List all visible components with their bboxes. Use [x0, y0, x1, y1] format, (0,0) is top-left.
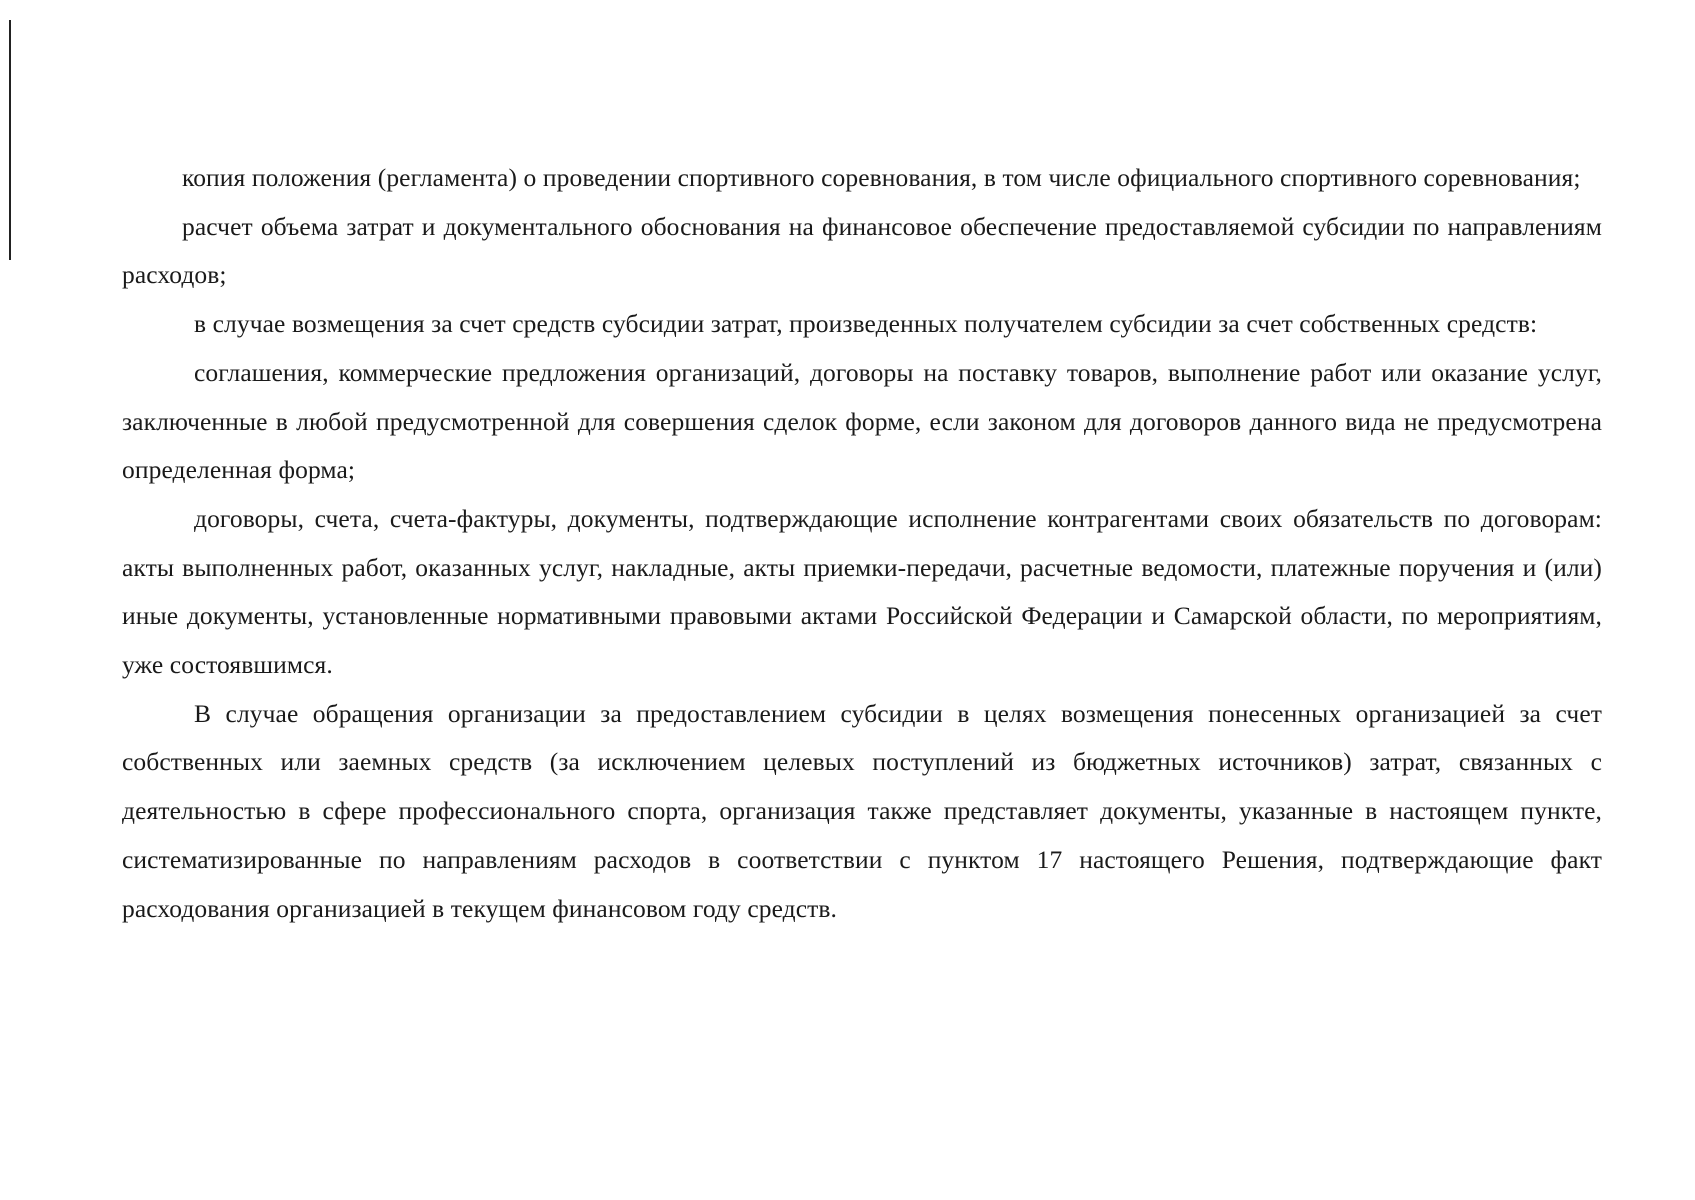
- document-body: [122, 154, 1602, 933]
- paragraph-reimbursement-case: в случае возмещения за счет средств субсидии затрат, произведенных получателем субсидии за счет собственных средств:: [194, 309, 1538, 339]
- scan-margin-line: [9, 20, 11, 260]
- paragraph-regulation-copy: копия положения (регламента) о проведении спортивного соревнования, в том числе официального спортивного соревнования;: [182, 163, 1581, 192]
- paragraph-professional-sport: В случае обращения организации за предоставлением субсидии в целях возмещения понесенных организацией за счет собственных или заемных средств (за исключением целевых поступлений из бюджетных источников) затрат, связанных с деятельностью в сфере профессионального спорта, организация также представляет документы, указанные в настоящем пункте, систематизированные по направлениям расходов в соответствии с пунктом 17 настоящего Решения, подтверждающие факт расходования организацией в текущем финансовом году средств.: [122, 698, 1602, 923]
- paragraph-contracts-invoices: договоры, счета, счета-фактуры, документы, подтверждающие исполнение контрагентами своих обязательств по договорам: акты выполненных работ, оказанных услуг, накладные, акты приемки-передачи, расчетные ведомости, платежные поручения и (или) иные документы, установленные нормативными правовыми актами Российской Федерации и Самарской области, по мероприятиям, уже состоявшимся.: [122, 503, 1602, 680]
- paragraph-agreements: соглашения, коммерческие предложения организаций, договоры на поставку товаров, выполнение работ или оказание услуг, заключенные в любой предусмотренной для совершения сделок форме, если законом для договоров данного вида не предусмотрена определенная форма;: [122, 357, 1602, 485]
- paragraph-cost-calculation: расчет объема затрат и документального обоснования на финансовое обеспечение предоставляемой субсидии по направлениям расходов;: [122, 211, 1602, 290]
